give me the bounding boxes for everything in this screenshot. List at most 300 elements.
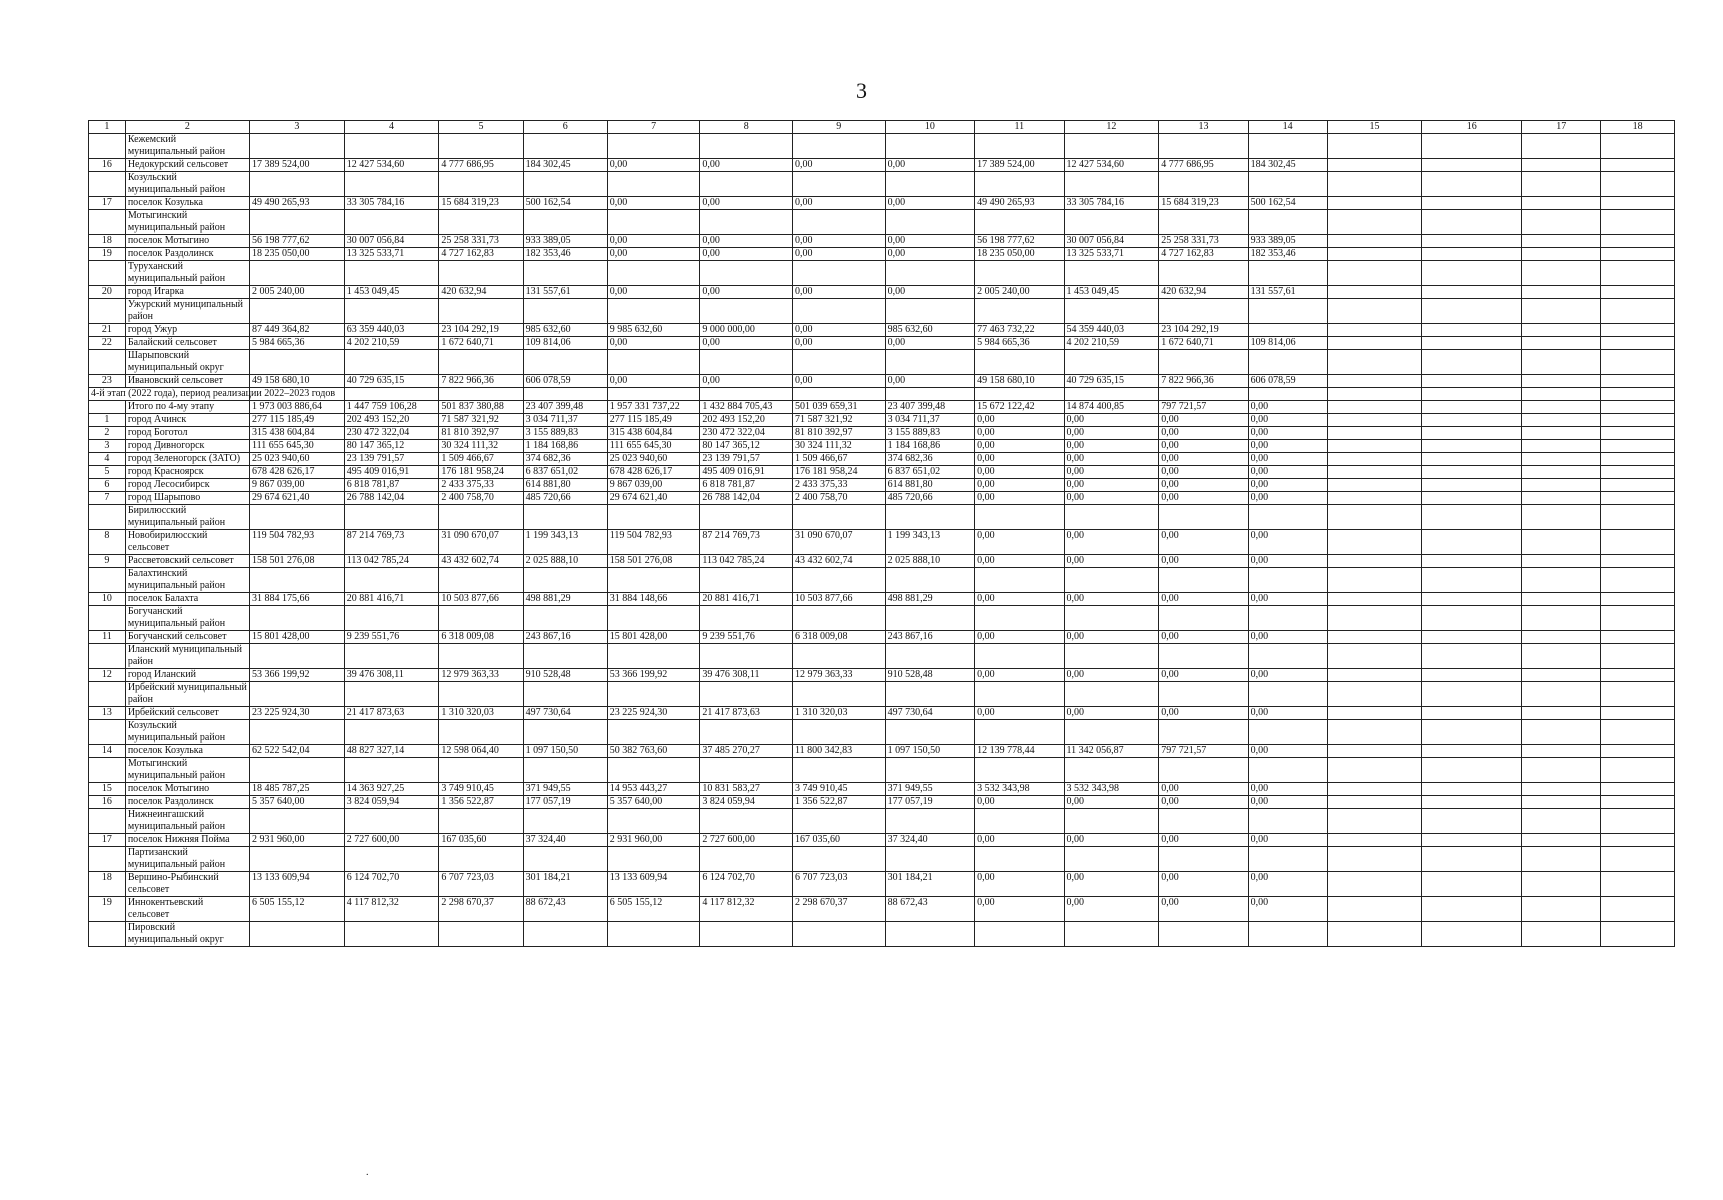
value-cell: 54 359 440,03 — [1064, 324, 1159, 337]
column-header: 18 — [1601, 121, 1675, 134]
value-cell: 20 881 416,71 — [700, 593, 793, 606]
value-cell: 0,00 — [1159, 440, 1248, 453]
empty-cell — [1601, 375, 1675, 388]
value-cell: 21 417 873,63 — [344, 707, 439, 720]
row-number — [89, 847, 126, 872]
empty-cell — [1327, 388, 1422, 401]
empty-cell — [700, 350, 793, 375]
value-cell: 0,00 — [1248, 897, 1327, 922]
value-cell: 2 400 758,70 — [793, 492, 886, 505]
value-cell: 0,00 — [1248, 440, 1327, 453]
value-cell: 0,00 — [1064, 492, 1159, 505]
value-cell: 0,00 — [1159, 530, 1248, 555]
table-row — [89, 466, 1675, 479]
empty-cell — [1422, 872, 1522, 897]
value-cell: 2 433 375,33 — [793, 479, 886, 492]
empty-cell — [439, 505, 523, 530]
value-cell: 2 025 888,10 — [523, 555, 607, 568]
row-name: Кежемский муниципальный район — [125, 134, 249, 159]
empty-cell — [1064, 568, 1159, 593]
value-cell: 33 305 784,16 — [344, 197, 439, 210]
empty-cell — [1522, 350, 1601, 375]
value-cell: 0,00 — [885, 159, 974, 172]
value-cell: 88 672,43 — [523, 897, 607, 922]
empty-cell — [793, 847, 886, 872]
value-cell: 49 158 680,10 — [250, 375, 345, 388]
value-cell: 0,00 — [975, 872, 1064, 897]
value-cell: 0,00 — [1248, 555, 1327, 568]
group-row — [89, 299, 1675, 324]
empty-cell — [1159, 388, 1248, 401]
empty-cell — [975, 299, 1064, 324]
empty-cell — [439, 809, 523, 834]
empty-cell — [607, 922, 700, 947]
value-cell: 3 749 910,45 — [439, 783, 523, 796]
value-cell: 0,00 — [793, 375, 886, 388]
empty-cell — [1422, 466, 1522, 479]
table-row — [89, 337, 1675, 350]
value-cell: 1 199 343,13 — [885, 530, 974, 555]
empty-cell — [250, 606, 345, 631]
empty-cell — [1327, 872, 1422, 897]
empty-cell — [1327, 758, 1422, 783]
row-number: 17 — [89, 834, 126, 847]
empty-cell — [1327, 197, 1422, 210]
value-cell: 0,00 — [975, 834, 1064, 847]
value-cell: 23 225 924,30 — [607, 707, 700, 720]
empty-cell — [885, 720, 974, 745]
row-name: Ужурский муниципальный район — [125, 299, 249, 324]
value-cell: 17 389 524,00 — [975, 159, 1064, 172]
row-name: Балайский сельсовет — [125, 337, 249, 350]
row-name: Богучанский сельсовет — [125, 631, 249, 644]
value-cell: 277 115 185,49 — [607, 414, 700, 427]
value-cell: 6 505 155,12 — [607, 897, 700, 922]
value-cell: 0,00 — [1064, 453, 1159, 466]
empty-cell — [1601, 720, 1675, 745]
empty-cell — [1327, 261, 1422, 286]
empty-cell — [1422, 401, 1522, 414]
empty-cell — [1248, 261, 1327, 286]
value-cell: 0,00 — [1248, 593, 1327, 606]
empty-cell — [1248, 682, 1327, 707]
value-cell: 29 674 621,40 — [250, 492, 345, 505]
empty-cell — [607, 261, 700, 286]
empty-cell — [1159, 847, 1248, 872]
empty-cell — [607, 388, 700, 401]
value-cell: 109 814,06 — [523, 337, 607, 350]
value-cell: 14 874 400,85 — [1064, 401, 1159, 414]
empty-cell — [1327, 593, 1422, 606]
empty-cell — [250, 922, 345, 947]
empty-cell — [1422, 427, 1522, 440]
value-cell: 230 472 322,04 — [700, 427, 793, 440]
empty-cell — [1327, 401, 1422, 414]
value-cell: 678 428 626,17 — [250, 466, 345, 479]
value-cell: 0,00 — [1159, 492, 1248, 505]
empty-cell — [1601, 606, 1675, 631]
empty-cell — [1522, 375, 1601, 388]
empty-cell — [523, 172, 607, 197]
empty-cell — [1159, 299, 1248, 324]
value-cell: 0,00 — [1064, 414, 1159, 427]
table-row — [89, 159, 1675, 172]
value-cell: 49 490 265,93 — [250, 197, 345, 210]
empty-cell — [439, 682, 523, 707]
empty-cell — [885, 644, 974, 669]
value-cell: 1 973 003 886,64 — [250, 401, 345, 414]
empty-cell — [1601, 197, 1675, 210]
empty-cell — [1522, 479, 1601, 492]
empty-cell — [975, 568, 1064, 593]
empty-cell — [1064, 388, 1159, 401]
column-header: 5 — [439, 121, 523, 134]
empty-cell — [1422, 593, 1522, 606]
row-name: поселок Козулька — [125, 745, 249, 758]
empty-cell — [250, 758, 345, 783]
empty-cell — [1327, 809, 1422, 834]
empty-cell — [439, 210, 523, 235]
value-cell: 0,00 — [975, 453, 1064, 466]
empty-cell — [439, 720, 523, 745]
empty-cell — [1422, 568, 1522, 593]
empty-cell — [1327, 337, 1422, 350]
value-cell: 4 777 686,95 — [439, 159, 523, 172]
empty-cell — [439, 261, 523, 286]
empty-cell — [1064, 299, 1159, 324]
empty-cell — [885, 606, 974, 631]
row-number — [89, 922, 126, 947]
row-name: Вершино-Рыбинский сельсовет — [125, 872, 249, 897]
column-header: 1 — [89, 121, 126, 134]
value-cell: 606 078,59 — [1248, 375, 1327, 388]
value-cell: 0,00 — [975, 479, 1064, 492]
empty-cell — [1422, 555, 1522, 568]
value-cell: 301 184,21 — [885, 872, 974, 897]
row-number: 1 — [89, 414, 126, 427]
empty-cell — [1327, 505, 1422, 530]
value-cell: 501 039 659,31 — [793, 401, 886, 414]
empty-cell — [1522, 401, 1601, 414]
column-header: 14 — [1248, 121, 1327, 134]
value-cell: 39 476 308,11 — [344, 669, 439, 682]
value-cell: 43 432 602,74 — [439, 555, 523, 568]
value-cell: 23 104 292,19 — [1159, 324, 1248, 337]
empty-cell — [1601, 555, 1675, 568]
value-cell: 6 124 702,70 — [700, 872, 793, 897]
row-number: 9 — [89, 555, 126, 568]
empty-cell — [1522, 809, 1601, 834]
value-cell: 6 837 651,02 — [523, 466, 607, 479]
empty-cell — [1601, 783, 1675, 796]
table-row — [89, 479, 1675, 492]
row-number — [89, 210, 126, 235]
empty-cell — [885, 809, 974, 834]
row-number — [89, 401, 126, 414]
empty-cell — [1159, 261, 1248, 286]
column-header: 8 — [700, 121, 793, 134]
value-cell: 420 632,94 — [1159, 286, 1248, 299]
empty-cell — [523, 720, 607, 745]
value-cell: 1 199 343,13 — [523, 530, 607, 555]
value-cell: 4 777 686,95 — [1159, 159, 1248, 172]
empty-cell — [1601, 235, 1675, 248]
value-cell: 277 115 185,49 — [250, 414, 345, 427]
empty-cell — [1601, 466, 1675, 479]
table-row — [89, 631, 1675, 644]
table-row — [89, 669, 1675, 682]
empty-cell — [607, 299, 700, 324]
empty-cell — [607, 809, 700, 834]
value-cell: 0,00 — [1064, 834, 1159, 847]
empty-cell — [885, 388, 974, 401]
empty-cell — [1159, 644, 1248, 669]
empty-cell — [1601, 593, 1675, 606]
empty-cell — [975, 134, 1064, 159]
value-cell: 23 407 399,48 — [885, 401, 974, 414]
empty-cell — [1422, 758, 1522, 783]
value-cell: 1 097 150,50 — [523, 745, 607, 758]
empty-cell — [1064, 210, 1159, 235]
value-cell: 119 504 782,93 — [250, 530, 345, 555]
group-row — [89, 809, 1675, 834]
empty-cell — [1422, 261, 1522, 286]
value-cell: 0,00 — [1064, 897, 1159, 922]
empty-cell — [1522, 466, 1601, 479]
empty-cell — [1422, 337, 1522, 350]
value-cell: 13 325 533,71 — [1064, 248, 1159, 261]
value-cell: 4 202 210,59 — [1064, 337, 1159, 350]
value-cell: 0,00 — [1159, 897, 1248, 922]
empty-cell — [1064, 682, 1159, 707]
value-cell: 0,00 — [1159, 783, 1248, 796]
value-cell: 797 721,57 — [1159, 401, 1248, 414]
empty-cell — [1327, 453, 1422, 466]
empty-cell — [1601, 248, 1675, 261]
value-cell: 910 528,48 — [523, 669, 607, 682]
group-row — [89, 922, 1675, 947]
value-cell: 0,00 — [1064, 872, 1159, 897]
value-cell: 3 155 889,83 — [885, 427, 974, 440]
empty-cell — [1422, 492, 1522, 505]
table-row — [89, 453, 1675, 466]
empty-cell — [1159, 568, 1248, 593]
value-cell: 0,00 — [1248, 631, 1327, 644]
value-cell: 614 881,80 — [523, 479, 607, 492]
empty-cell — [975, 682, 1064, 707]
empty-cell — [885, 922, 974, 947]
value-cell: 30 007 056,84 — [1064, 235, 1159, 248]
empty-cell — [793, 134, 886, 159]
value-cell: 25 023 940,60 — [250, 453, 345, 466]
row-name: город Шарыпово — [125, 492, 249, 505]
empty-cell — [439, 758, 523, 783]
empty-cell — [1522, 682, 1601, 707]
value-cell: 0,00 — [1248, 427, 1327, 440]
empty-cell — [344, 847, 439, 872]
empty-cell — [1248, 134, 1327, 159]
empty-cell — [607, 847, 700, 872]
value-cell: 495 409 016,91 — [700, 466, 793, 479]
empty-cell — [607, 350, 700, 375]
table-row — [89, 401, 1675, 414]
table-row — [89, 593, 1675, 606]
budget-table — [88, 120, 1675, 947]
value-cell: 12 979 363,33 — [439, 669, 523, 682]
empty-cell — [1601, 644, 1675, 669]
empty-cell — [793, 809, 886, 834]
row-name: Ивановский сельсовет — [125, 375, 249, 388]
empty-cell — [1159, 172, 1248, 197]
empty-cell — [1422, 530, 1522, 555]
value-cell: 12 427 534,60 — [344, 159, 439, 172]
empty-cell — [250, 261, 345, 286]
empty-cell — [344, 809, 439, 834]
empty-cell — [1601, 796, 1675, 809]
empty-cell — [1522, 707, 1601, 720]
row-number: 11 — [89, 631, 126, 644]
value-cell: 25 023 940,60 — [607, 453, 700, 466]
empty-cell — [1327, 783, 1422, 796]
row-number: 2 — [89, 427, 126, 440]
empty-cell — [250, 809, 345, 834]
value-cell: 0,00 — [1064, 479, 1159, 492]
empty-cell — [1522, 783, 1601, 796]
empty-cell — [975, 172, 1064, 197]
empty-cell — [1064, 350, 1159, 375]
value-cell: 0,00 — [975, 593, 1064, 606]
empty-cell — [1159, 606, 1248, 631]
value-cell: 18 235 050,00 — [250, 248, 345, 261]
value-cell: 0,00 — [700, 337, 793, 350]
value-cell: 2 298 670,37 — [793, 897, 886, 922]
empty-cell — [1422, 669, 1522, 682]
row-name: город Лесосибирск — [125, 479, 249, 492]
empty-cell — [1522, 796, 1601, 809]
empty-cell — [793, 720, 886, 745]
empty-cell — [1601, 745, 1675, 758]
empty-cell — [1422, 606, 1522, 631]
row-number — [89, 261, 126, 286]
value-cell: 5 357 640,00 — [607, 796, 700, 809]
empty-cell — [1422, 414, 1522, 427]
row-number — [89, 299, 126, 324]
value-cell: 23 104 292,19 — [439, 324, 523, 337]
value-cell: 985 632,60 — [885, 324, 974, 337]
row-name: Балахтинский муниципальный район — [125, 568, 249, 593]
empty-cell — [1248, 922, 1327, 947]
value-cell: 87 449 364,82 — [250, 324, 345, 337]
row-number — [89, 720, 126, 745]
empty-cell — [700, 606, 793, 631]
empty-cell — [1601, 631, 1675, 644]
empty-cell — [1522, 922, 1601, 947]
empty-cell — [793, 644, 886, 669]
row-number: 3 — [89, 440, 126, 453]
value-cell: 14 363 927,25 — [344, 783, 439, 796]
empty-cell — [1422, 350, 1522, 375]
empty-cell — [1601, 453, 1675, 466]
column-header: 17 — [1522, 121, 1601, 134]
empty-cell — [1327, 492, 1422, 505]
value-cell: 11 800 342,83 — [793, 745, 886, 758]
empty-cell — [700, 505, 793, 530]
value-cell: 12 139 778,44 — [975, 745, 1064, 758]
row-name: Ирбейский муниципальный район — [125, 682, 249, 707]
group-row — [89, 644, 1675, 669]
empty-cell — [1327, 134, 1422, 159]
empty-cell — [1522, 299, 1601, 324]
column-header: 11 — [975, 121, 1064, 134]
value-cell: 30 324 111,32 — [793, 440, 886, 453]
column-header: 3 — [250, 121, 345, 134]
empty-cell — [1522, 235, 1601, 248]
value-cell: 177 057,19 — [523, 796, 607, 809]
empty-cell — [1422, 745, 1522, 758]
table-row — [89, 872, 1675, 897]
empty-cell — [344, 644, 439, 669]
empty-cell — [1601, 299, 1675, 324]
value-cell: 53 366 199,92 — [250, 669, 345, 682]
value-cell: 374 682,36 — [885, 453, 974, 466]
value-cell: 0,00 — [1248, 414, 1327, 427]
value-cell: 230 472 322,04 — [344, 427, 439, 440]
empty-cell — [1522, 427, 1601, 440]
value-cell: 49 158 680,10 — [975, 375, 1064, 388]
empty-cell — [344, 210, 439, 235]
empty-cell — [1422, 172, 1522, 197]
empty-cell — [1601, 324, 1675, 337]
row-name: Новобирилюсский сельсовет — [125, 530, 249, 555]
value-cell: 182 353,46 — [523, 248, 607, 261]
empty-cell — [1522, 606, 1601, 631]
empty-cell — [1327, 350, 1422, 375]
empty-cell — [439, 388, 523, 401]
empty-cell — [1522, 834, 1601, 847]
empty-cell — [1327, 644, 1422, 669]
empty-cell — [1522, 720, 1601, 745]
empty-cell — [1522, 414, 1601, 427]
column-header: 6 — [523, 121, 607, 134]
value-cell: 71 587 321,92 — [439, 414, 523, 427]
empty-cell — [1522, 440, 1601, 453]
value-cell: 0,00 — [1248, 834, 1327, 847]
value-cell: 0,00 — [1159, 453, 1248, 466]
empty-cell — [885, 682, 974, 707]
value-cell: 0,00 — [793, 337, 886, 350]
row-name: город Игарка — [125, 286, 249, 299]
value-cell: 1 672 640,71 — [439, 337, 523, 350]
empty-cell — [885, 568, 974, 593]
value-cell: 500 162,54 — [523, 197, 607, 210]
value-cell: 4 727 162,83 — [439, 248, 523, 261]
row-name: Мотыгинский муниципальный район — [125, 210, 249, 235]
value-cell: 0,00 — [1159, 479, 1248, 492]
empty-cell — [1422, 682, 1522, 707]
value-cell: 0,00 — [975, 414, 1064, 427]
value-cell: 182 353,46 — [1248, 248, 1327, 261]
value-cell: 0,00 — [1248, 530, 1327, 555]
value-cell: 12 427 534,60 — [1064, 159, 1159, 172]
empty-cell — [700, 388, 793, 401]
empty-cell — [1601, 897, 1675, 922]
empty-cell — [250, 134, 345, 159]
empty-cell — [1422, 809, 1522, 834]
empty-cell — [1601, 350, 1675, 375]
value-cell: 1 184 168,86 — [523, 440, 607, 453]
value-cell: 6 707 723,03 — [793, 872, 886, 897]
value-cell: 0,00 — [1248, 466, 1327, 479]
